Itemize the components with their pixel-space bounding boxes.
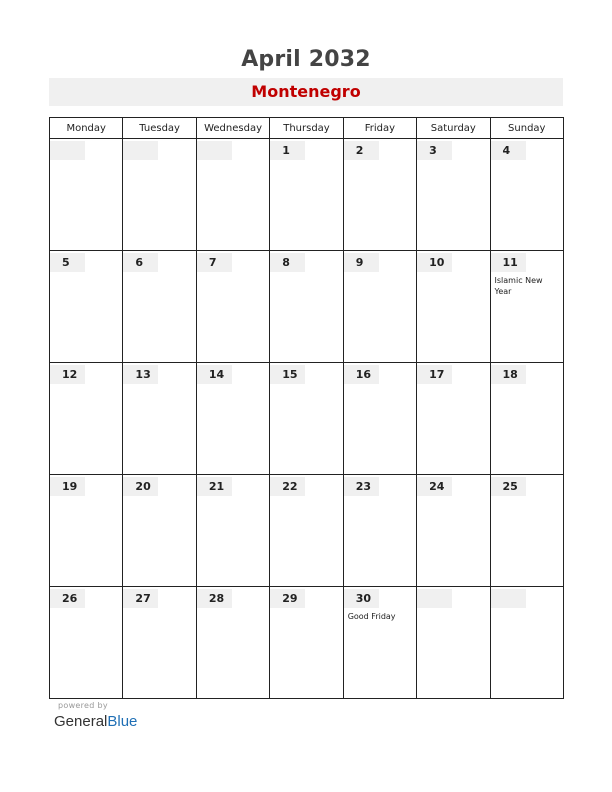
powered-by-text: powered by (58, 701, 108, 710)
weekday-header: Wednesday (196, 118, 269, 139)
day-number (123, 141, 158, 160)
day-cell (490, 363, 563, 475)
day-cell (417, 475, 490, 587)
day-cell (270, 475, 343, 587)
day-number: 24 (417, 477, 452, 496)
day-cell (343, 363, 416, 475)
day-cell (270, 139, 343, 251)
day-cell (490, 587, 563, 699)
holiday-label: Good Friday (347, 612, 396, 621)
day-number: 28 (197, 589, 232, 608)
day-cell (196, 475, 269, 587)
day-cell (50, 251, 123, 363)
week-row (50, 587, 564, 699)
weekday-header: Sunday (490, 118, 563, 139)
day-cell (417, 587, 490, 699)
day-number: 1 (270, 141, 305, 160)
day-cell (270, 363, 343, 475)
day-number: 15 (270, 365, 305, 384)
day-cell (417, 251, 490, 363)
day-number: 21 (197, 477, 232, 496)
day-number: 14 (197, 365, 232, 384)
day-number: 20 (123, 477, 158, 496)
weekday-header: Thursday (270, 118, 343, 139)
day-cell (417, 139, 490, 251)
calendar-grid (49, 117, 564, 699)
day-number: 19 (50, 477, 85, 496)
day-number: 29 (270, 589, 305, 608)
day-cell (490, 251, 563, 363)
day-cell (196, 139, 269, 251)
day-number: 4 (491, 141, 526, 160)
day-number (197, 141, 232, 160)
day-number: 17 (417, 365, 452, 384)
day-number: 18 (491, 365, 526, 384)
day-cell (490, 139, 563, 251)
day-cell (270, 587, 343, 699)
weekday-header: Tuesday (123, 118, 196, 139)
day-number: 9 (344, 253, 379, 272)
day-number: 11 (491, 253, 526, 272)
day-number: 25 (491, 477, 526, 496)
day-cell (50, 475, 123, 587)
calendar-title: April 2032 (241, 47, 371, 72)
day-cell (196, 587, 269, 699)
day-cell (490, 475, 563, 587)
day-cell (50, 363, 123, 475)
day-cell (50, 587, 123, 699)
day-number: 26 (50, 589, 85, 608)
generalblue-logo[interactable] (54, 713, 137, 730)
day-cell (270, 251, 343, 363)
day-number: 30 (344, 589, 379, 608)
weekday-header: Saturday (417, 118, 490, 139)
day-number: 3 (417, 141, 452, 160)
day-number: 27 (123, 589, 158, 608)
day-number (50, 141, 85, 160)
day-cell (123, 251, 196, 363)
week-row (50, 475, 564, 587)
weekday-header-row (50, 118, 564, 139)
day-cell (123, 587, 196, 699)
day-number: 22 (270, 477, 305, 496)
day-cell (196, 251, 269, 363)
day-number: 12 (50, 365, 85, 384)
day-number: 6 (123, 253, 158, 272)
day-number: 7 (197, 253, 232, 272)
weekday-header: Friday (343, 118, 416, 139)
day-cell (123, 139, 196, 251)
day-number: 16 (344, 365, 379, 384)
holiday-label: Islamic New Year (494, 276, 543, 296)
brand-blue-text: Blue (107, 713, 138, 730)
day-number: 5 (50, 253, 85, 272)
day-cell (123, 363, 196, 475)
day-cell (343, 475, 416, 587)
day-cell (343, 587, 416, 699)
day-cell (196, 363, 269, 475)
day-number: 8 (270, 253, 305, 272)
day-number: 2 (344, 141, 379, 160)
day-cell (343, 139, 416, 251)
week-row (50, 251, 564, 363)
weekday-header: Monday (50, 118, 123, 139)
day-number (491, 589, 526, 608)
day-number (417, 589, 452, 608)
day-number: 13 (123, 365, 158, 384)
day-cell (417, 363, 490, 475)
day-number: 23 (344, 477, 379, 496)
week-row (50, 139, 564, 251)
brand-general-text: General (54, 713, 108, 730)
country-name: Montenegro (251, 82, 361, 101)
country-banner (49, 78, 563, 106)
day-number: 10 (417, 253, 452, 272)
week-row (50, 363, 564, 475)
day-cell (343, 251, 416, 363)
day-cell (123, 475, 196, 587)
day-cell (50, 139, 123, 251)
